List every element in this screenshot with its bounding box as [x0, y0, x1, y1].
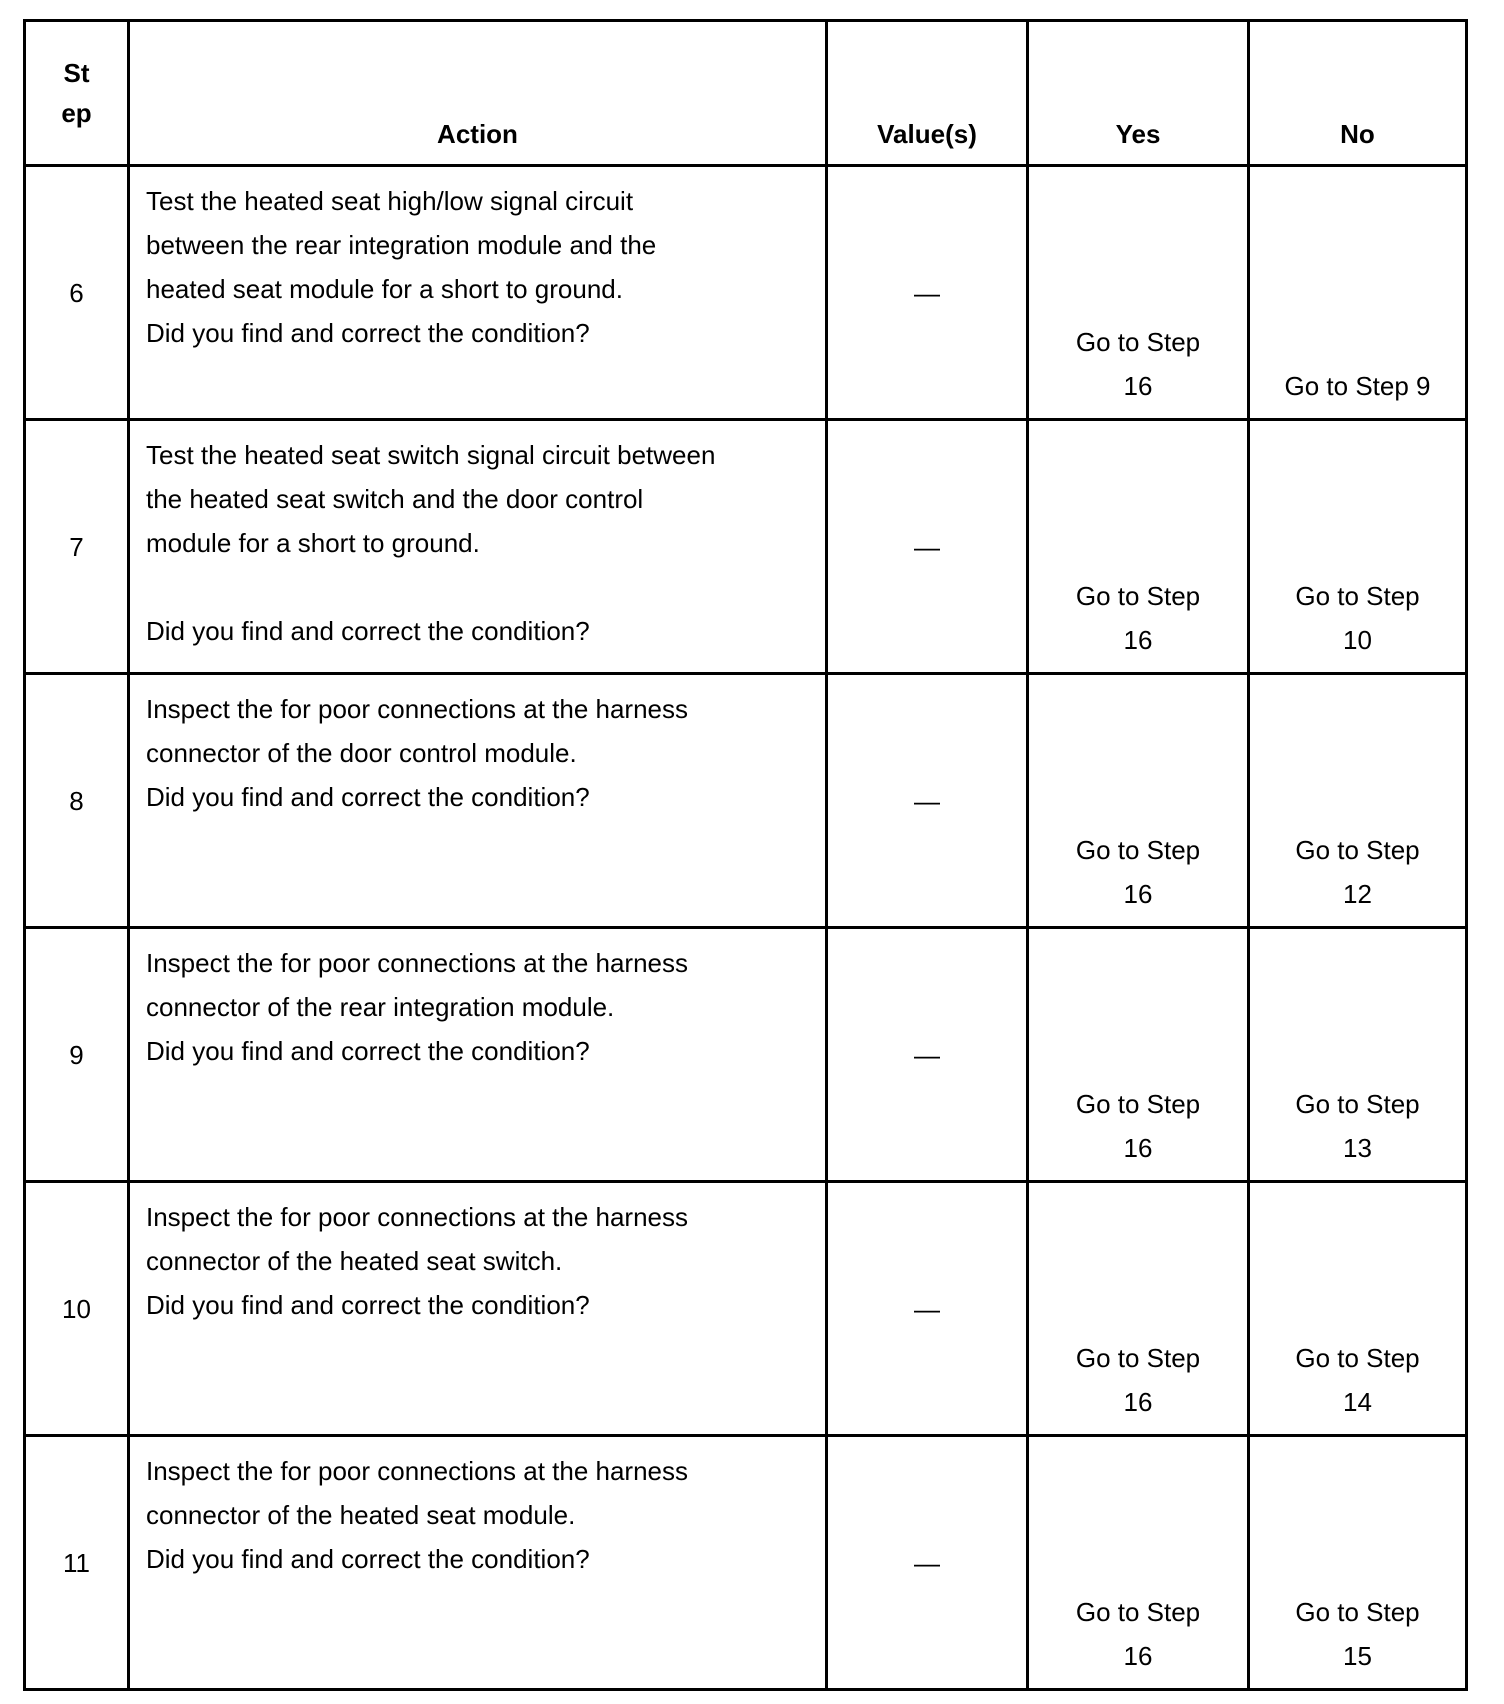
- action-line: Did you find and correct the condition?: [146, 1544, 590, 1574]
- action-line: heated seat module for a short to ground.: [146, 274, 623, 304]
- action-line: Inspect the for poor connections at the harness: [146, 948, 689, 978]
- yes-goto-line1: Go to Step: [1075, 1089, 1201, 1119]
- no-cell: [1249, 928, 1467, 1182]
- action-cell: [129, 420, 827, 674]
- yes-cell: [1028, 420, 1249, 674]
- header-row: [25, 21, 1467, 166]
- action-line: Did you find and correct the condition?: [146, 1036, 590, 1066]
- header-step-line2: ep: [61, 98, 92, 128]
- step-number-cell: 8: [25, 674, 129, 928]
- yes-goto-line2: 16: [1123, 879, 1153, 909]
- action-line: [146, 565, 811, 609]
- table-row: [25, 1182, 1467, 1436]
- no-cell: [1249, 674, 1467, 928]
- no-goto-line1: Go to Step: [1295, 835, 1420, 865]
- step-number-cell: 11: [25, 1436, 129, 1690]
- action-line: Test the heated seat high/low signal circuit: [146, 186, 634, 216]
- yes-cell: [1028, 1436, 1249, 1690]
- value-cell: —: [827, 166, 1028, 420]
- action-line: Did you find and correct the condition?: [146, 782, 590, 812]
- yes-cell: [1028, 1182, 1249, 1436]
- yes-goto-line2: 16: [1123, 1133, 1153, 1163]
- yes-goto-line2: 16: [1123, 1641, 1153, 1671]
- yes-goto-line2: 16: [1123, 371, 1153, 401]
- no-goto-line1: Go to Step: [1295, 1597, 1420, 1627]
- diagnostic-table: [23, 19, 1468, 1691]
- action-line: connector of the heated seat switch.: [146, 1246, 563, 1276]
- header-step-line1: St: [63, 58, 90, 88]
- no-cell: [1249, 420, 1467, 674]
- action-line: module for a short to ground.: [146, 528, 480, 558]
- yes-cell: [1028, 166, 1249, 420]
- header-step: [25, 21, 129, 166]
- no-cell: [1249, 1182, 1467, 1436]
- table-row: [25, 420, 1467, 674]
- no-goto-line1: Go to Step: [1295, 1343, 1420, 1373]
- action-cell: [129, 166, 827, 420]
- step-number-cell: 7: [25, 420, 129, 674]
- yes-goto-line1: Go to Step: [1075, 581, 1201, 611]
- action-line: Did you find and correct the condition?: [146, 318, 590, 348]
- action-line: Inspect the for poor connections at the harness: [146, 1202, 689, 1232]
- table-row: [25, 928, 1467, 1182]
- yes-goto-line1: Go to Step: [1075, 1343, 1201, 1373]
- yes-cell: [1028, 674, 1249, 928]
- action-line: Did you find and correct the condition?: [146, 616, 590, 646]
- action-cell: [129, 928, 827, 1182]
- step-number-cell: 6: [25, 166, 129, 420]
- no-cell: [1249, 166, 1467, 420]
- value-cell: —: [827, 1436, 1028, 1690]
- no-goto-line1: Go to Step: [1295, 581, 1420, 611]
- action-line: connector of the door control module.: [146, 738, 577, 768]
- yes-goto-line2: 16: [1123, 625, 1153, 655]
- no-goto-line1: Go to Step: [1295, 1089, 1420, 1119]
- yes-goto-line1: Go to Step: [1075, 835, 1201, 865]
- header-action: Action: [129, 21, 827, 166]
- value-cell: —: [827, 674, 1028, 928]
- value-cell: —: [827, 1182, 1028, 1436]
- no-goto-line2: Go to Step 9: [1284, 371, 1431, 401]
- no-goto-line2: 13: [1343, 1133, 1372, 1163]
- table-body: [25, 166, 1467, 1690]
- table-row: [25, 1436, 1467, 1690]
- action-line: the heated seat switch and the door control: [146, 484, 644, 514]
- action-line: Test the heated seat switch signal circuit between: [146, 440, 716, 470]
- step-number-cell: 10: [25, 1182, 129, 1436]
- action-line: between the rear integration module and the: [146, 230, 657, 260]
- yes-cell: [1028, 928, 1249, 1182]
- no-cell: [1249, 1436, 1467, 1690]
- no-goto-line2: 14: [1343, 1387, 1372, 1417]
- yes-goto-line1: Go to Step: [1075, 1597, 1201, 1627]
- value-cell: —: [827, 420, 1028, 674]
- header-yes: Yes: [1028, 21, 1249, 166]
- value-cell: —: [827, 928, 1028, 1182]
- action-cell: [129, 674, 827, 928]
- header-no: No: [1249, 21, 1467, 166]
- action-line: Inspect the for poor connections at the harness: [146, 1456, 689, 1486]
- action-cell: [129, 1436, 827, 1690]
- yes-goto-line2: 16: [1123, 1387, 1153, 1417]
- action-line: Inspect the for poor connections at the harness: [146, 694, 689, 724]
- action-line: connector of the heated seat module.: [146, 1500, 576, 1530]
- no-goto-line1: [1250, 320, 1465, 364]
- step-number-cell: 9: [25, 928, 129, 1182]
- header-values: Value(s): [827, 21, 1028, 166]
- action-cell: [129, 1182, 827, 1436]
- action-line: connector of the rear integration module.: [146, 992, 615, 1022]
- no-goto-line2: 12: [1343, 879, 1372, 909]
- table-row: [25, 166, 1467, 420]
- no-goto-line2: 15: [1343, 1641, 1372, 1671]
- yes-goto-line1: Go to Step: [1075, 327, 1201, 357]
- no-goto-line2: 10: [1343, 625, 1372, 655]
- action-line: Did you find and correct the condition?: [146, 1290, 590, 1320]
- table-row: [25, 674, 1467, 928]
